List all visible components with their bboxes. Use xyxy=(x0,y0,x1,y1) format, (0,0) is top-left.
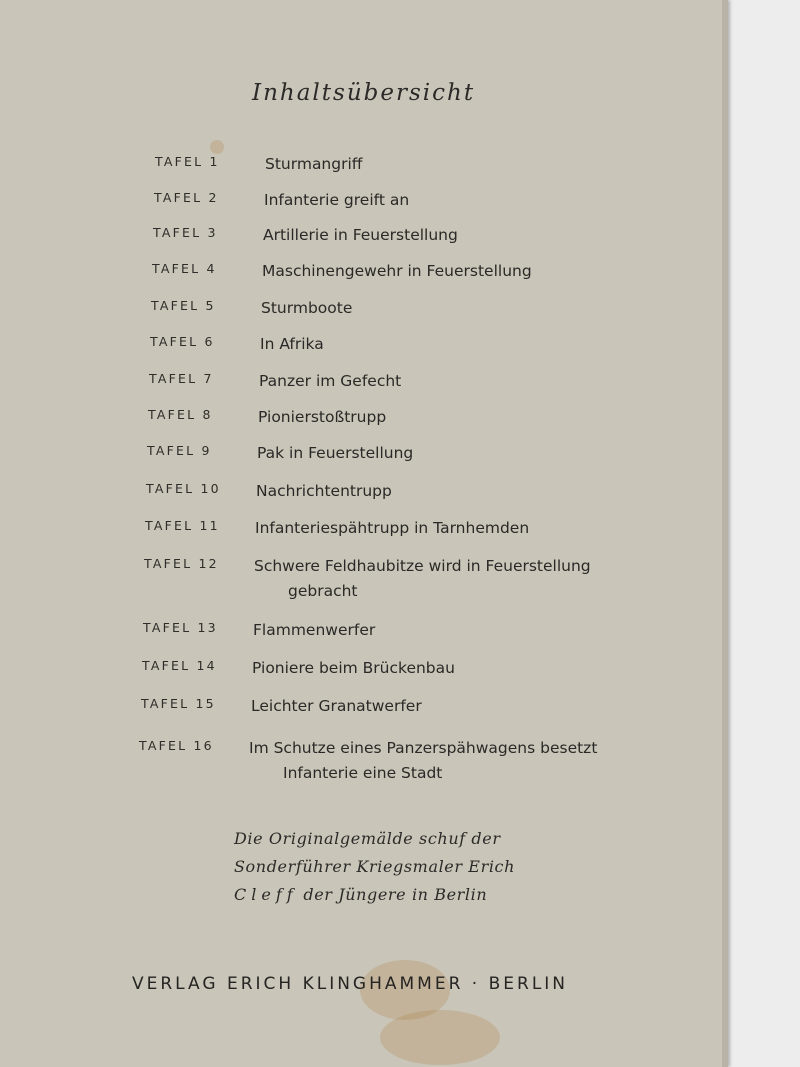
plate-title xyxy=(265,152,362,177)
plate-title xyxy=(257,441,413,466)
plate-number: TAFEL 14 xyxy=(142,658,217,673)
plate-title-text: Panzer im Gefecht xyxy=(259,372,402,390)
plate-title-text: Pioniere beim Brückenbau xyxy=(252,659,455,677)
plate-title-text: Pak in Feuerstellung xyxy=(257,444,414,462)
publisher-line: VERLAG ERICH KLINGHAMMER · BERLIN xyxy=(132,974,569,994)
plate-title xyxy=(249,736,597,786)
plate-number: TAFEL 12 xyxy=(144,556,219,571)
plate-title xyxy=(251,694,422,719)
plate-title-text: Sturmangriff xyxy=(265,155,363,173)
plate-number: TAFEL 3 xyxy=(153,225,218,240)
plate-title xyxy=(258,405,386,430)
plate-title xyxy=(261,296,352,321)
plate-number: TAFEL 13 xyxy=(143,620,218,635)
plate-title xyxy=(253,618,375,643)
plate-number: TAFEL 8 xyxy=(148,407,213,422)
plate-title-text: Im Schutze eines Panzerspähwagens besetzt xyxy=(249,739,598,757)
plate-title-text: In Afrika xyxy=(260,335,324,353)
credits-line xyxy=(234,881,515,909)
page-title: Inhaltsübersicht xyxy=(252,80,476,106)
artist-name: Cleff xyxy=(234,885,298,904)
plate-title-text: Maschinengewehr in Feuerstellung xyxy=(262,262,532,280)
plate-title-continuation: gebracht xyxy=(288,582,358,600)
plate-title xyxy=(254,554,591,604)
plate-number: TAFEL 15 xyxy=(141,696,216,711)
plate-number: TAFEL 16 xyxy=(139,738,214,753)
credits-line: Die Originalgemälde schuf der xyxy=(234,829,501,848)
plate-number: TAFEL 4 xyxy=(152,261,217,276)
plate-title xyxy=(264,188,409,213)
plate-number: TAFEL 2 xyxy=(154,190,219,205)
plate-title-text: Infanterie greift an xyxy=(264,191,410,209)
plate-title-text: Nachrichtentrupp xyxy=(256,482,392,500)
credits xyxy=(234,825,515,909)
plate-title xyxy=(252,656,455,681)
plate-title-text: Flammenwerfer xyxy=(253,621,376,639)
plate-number: TAFEL 10 xyxy=(146,481,221,496)
stain xyxy=(380,1010,500,1065)
plate-title xyxy=(262,259,532,284)
plate-title xyxy=(259,369,401,394)
plate-number: TAFEL 7 xyxy=(149,371,214,386)
plate-title-text: Sturmboote xyxy=(261,299,353,317)
plate-title-text: Artillerie in Feuerstellung xyxy=(263,226,458,244)
plate-title xyxy=(263,223,458,248)
plate-title-text: Pionierstoßtrupp xyxy=(258,408,387,426)
credits-line-rest: der Jüngere in Berlin xyxy=(297,885,488,904)
plate-title xyxy=(255,516,529,541)
plate-number: TAFEL 9 xyxy=(147,443,212,458)
plate-title xyxy=(260,332,324,357)
plate-title-text: Schwere Feldhaubitze wird in Feuerstellung xyxy=(254,557,591,575)
plate-number: TAFEL 11 xyxy=(145,518,220,533)
credits-line: Sonderführer Kriegsmaler Erich xyxy=(234,857,516,876)
plate-title xyxy=(256,479,392,504)
plate-number: TAFEL 5 xyxy=(151,298,216,313)
plate-number: TAFEL 6 xyxy=(150,334,215,349)
plate-number: TAFEL 1 xyxy=(155,154,220,169)
plate-title-text: Leichter Granatwerfer xyxy=(251,697,422,715)
plate-title-text: Infanteriespähtrupp in Tarnhemden xyxy=(255,519,530,537)
plate-title-continuation: Infanterie eine Stadt xyxy=(283,764,443,782)
